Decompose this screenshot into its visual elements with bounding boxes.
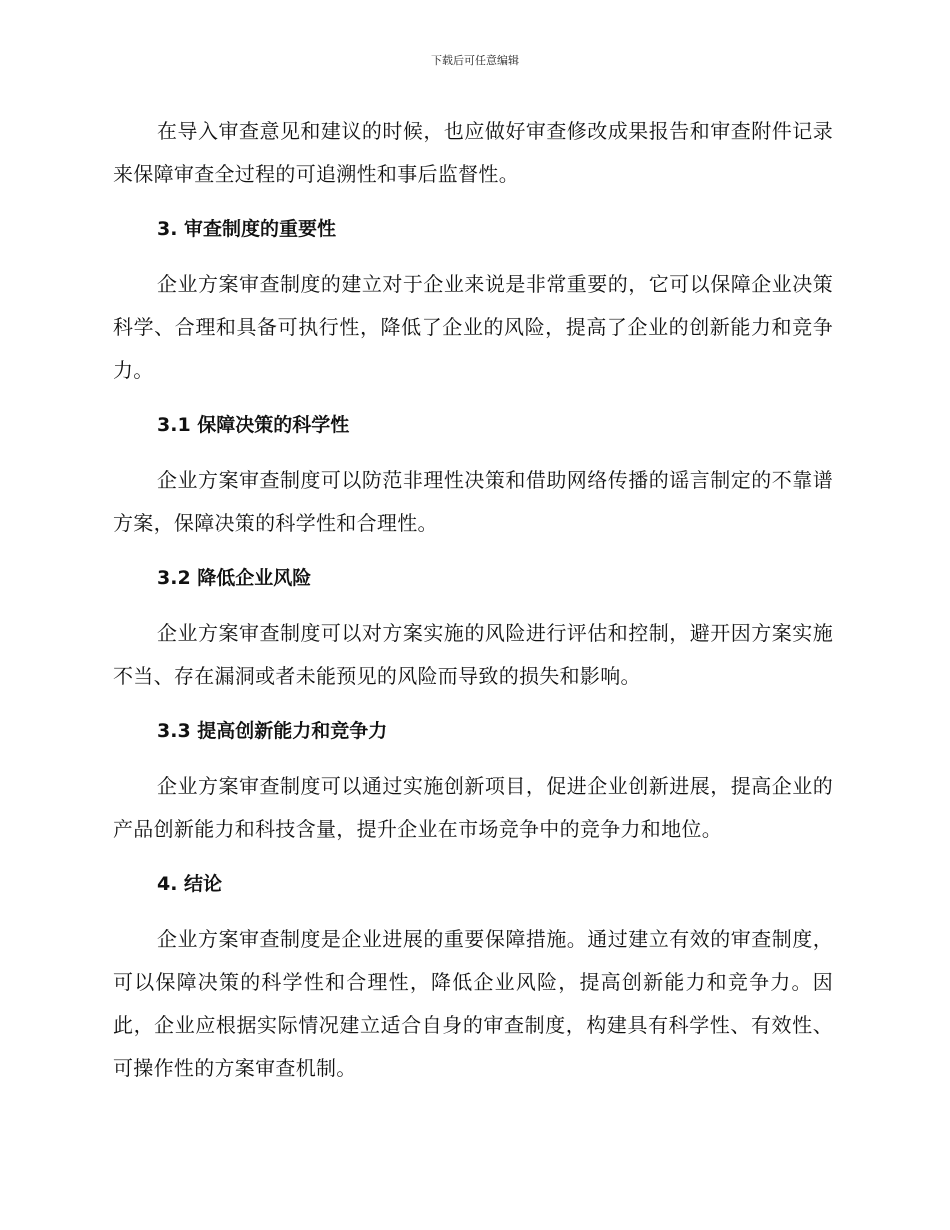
paragraph-section-3-3: 企业方案审查制度可以通过实施创新项目，促进企业创新进展，提高企业的产品创新能力和科技含量，提升企业在市场竞争中的竞争力和地位。 <box>113 774 833 841</box>
paragraph-intro: 在导入审查意见和建议的时候，也应做好审查修改成果报告和审查附件记录来保障审查全过程的可追溯性和事后监督性。 <box>113 119 833 186</box>
heading-section-3-3: 3.3 提高创新能力和竞争力 <box>157 720 388 742</box>
page-header: 下载后可任意编辑 <box>431 54 519 67</box>
heading-section-3-2: 3.2 降低企业风险 <box>157 567 312 589</box>
paragraph-section-4: 企业方案审查制度是企业进展的重要保障措施。通过建立有效的审查制度，可以保障决策的科学性和合理性，降低企业风险，提高创新能力和竞争力。因此，企业应根据实际情况建立适合自身的审查制度，构建具有科学性、有效性、可操作性的方案审查机制。 <box>113 927 833 1080</box>
document-body <box>113 110 833 1102</box>
heading-section-3-1: 3.1 保障决策的科学性 <box>157 414 350 436</box>
heading-section-4: 4. 结论 <box>157 873 223 895</box>
paragraph-section-3: 企业方案审查制度的建立对于企业来说是非常重要的，它可以保障企业决策科学、合理和具备可执行性，降低了企业的风险，提高了企业的创新能力和竞争力。 <box>113 272 833 382</box>
heading-section-3: 3. 审查制度的重要性 <box>157 218 337 240</box>
paragraph-section-3-1: 企业方案审查制度可以防范非理性决策和借助网络传播的谣言制定的不靠谱方案，保障决策的科学性和合理性。 <box>113 468 833 535</box>
paragraph-section-3-2: 企业方案审查制度可以对方案实施的风险进行评估和控制，避开因方案实施不当、存在漏洞或者未能预见的风险而导致的损失和影响。 <box>113 621 833 688</box>
